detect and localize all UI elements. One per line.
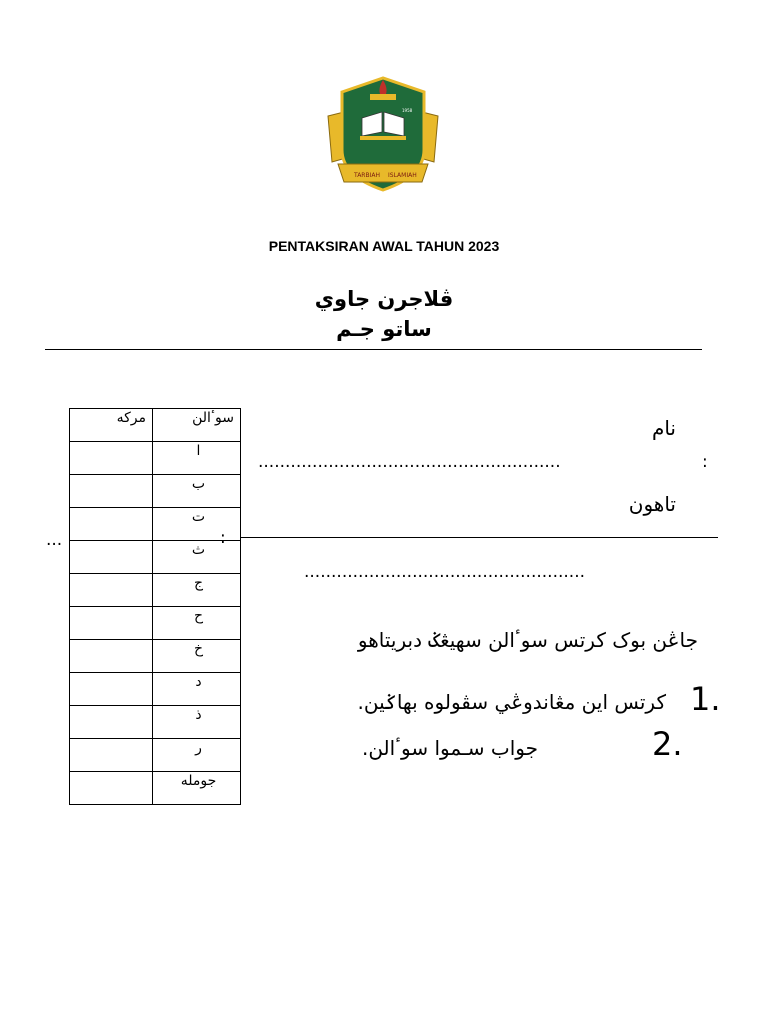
instruction-2: جواب سـموا سوٴالن.	[361, 736, 538, 760]
question-cell: ب	[153, 475, 241, 508]
instructions-heading: جاڠن بوک کرتس سوٴالن سهيڠݢ دبريتاهو	[357, 628, 698, 652]
table-row	[70, 706, 241, 739]
total-mark-cell[interactable]	[70, 772, 153, 805]
question-cell: خ	[153, 640, 241, 673]
table-row	[70, 739, 241, 772]
instruction-1: کرتس اين مڠاندوڠي سڤولوه بهاݢين.	[357, 690, 666, 714]
total-label-cell: جومله	[153, 772, 241, 805]
year-dots-left: ...	[46, 530, 63, 550]
question-column-header: سوٴالن	[153, 409, 241, 442]
header-divider	[45, 349, 702, 350]
year-label: تاهون	[628, 492, 676, 516]
table-row	[70, 475, 241, 508]
year-underline	[240, 537, 718, 538]
instruction-2-number: 2.	[652, 725, 683, 763]
table-row	[70, 673, 241, 706]
question-cell: ذ	[153, 706, 241, 739]
mark-cell[interactable]	[70, 574, 153, 607]
mark-cell[interactable]	[70, 475, 153, 508]
marks-column-header: مركه	[70, 409, 153, 442]
mark-cell[interactable]	[70, 541, 153, 574]
question-cell: ث	[153, 541, 241, 574]
question-cell: د	[153, 673, 241, 706]
subject-title	[0, 284, 768, 344]
table-header-row	[70, 409, 241, 442]
mark-cell[interactable]	[70, 508, 153, 541]
name-colon: :	[702, 452, 708, 472]
table-row	[70, 442, 241, 475]
name-label: نام	[651, 416, 676, 440]
question-cell: ر	[153, 739, 241, 772]
logo-text-2: ISLAMIAH	[388, 172, 417, 179]
logo-text-1: TARBIAH	[354, 172, 380, 179]
mark-cell[interactable]	[70, 640, 153, 673]
marks-table	[69, 408, 241, 805]
table-total-row	[70, 772, 241, 805]
instruction-1-number: 1.	[690, 680, 721, 718]
logo-text-3: 1958	[402, 108, 413, 113]
year-colon: :	[220, 528, 226, 548]
question-cell: ت	[153, 508, 241, 541]
question-cell: ج	[153, 574, 241, 607]
mark-cell[interactable]	[70, 607, 153, 640]
mark-cell[interactable]	[70, 739, 153, 772]
subject-line-1: ڤلاجرن جاوي	[314, 287, 454, 311]
mark-cell[interactable]	[70, 706, 153, 739]
table-row	[70, 574, 241, 607]
table-row	[70, 541, 241, 574]
table-row	[70, 607, 241, 640]
subject-line-2: ساتو جـم	[336, 317, 432, 341]
table-row	[70, 640, 241, 673]
mark-cell[interactable]	[70, 673, 153, 706]
question-cell: ا	[153, 442, 241, 475]
year-field[interactable]: ....................................................	[304, 562, 585, 582]
school-crest-logo	[324, 72, 442, 196]
table-row	[70, 508, 241, 541]
mark-cell[interactable]	[70, 442, 153, 475]
exam-title: PENTAKSIRAN AWAL TAHUN 2023	[268, 238, 500, 254]
name-field[interactable]: ........................................................	[258, 452, 561, 472]
question-cell: ح	[153, 607, 241, 640]
